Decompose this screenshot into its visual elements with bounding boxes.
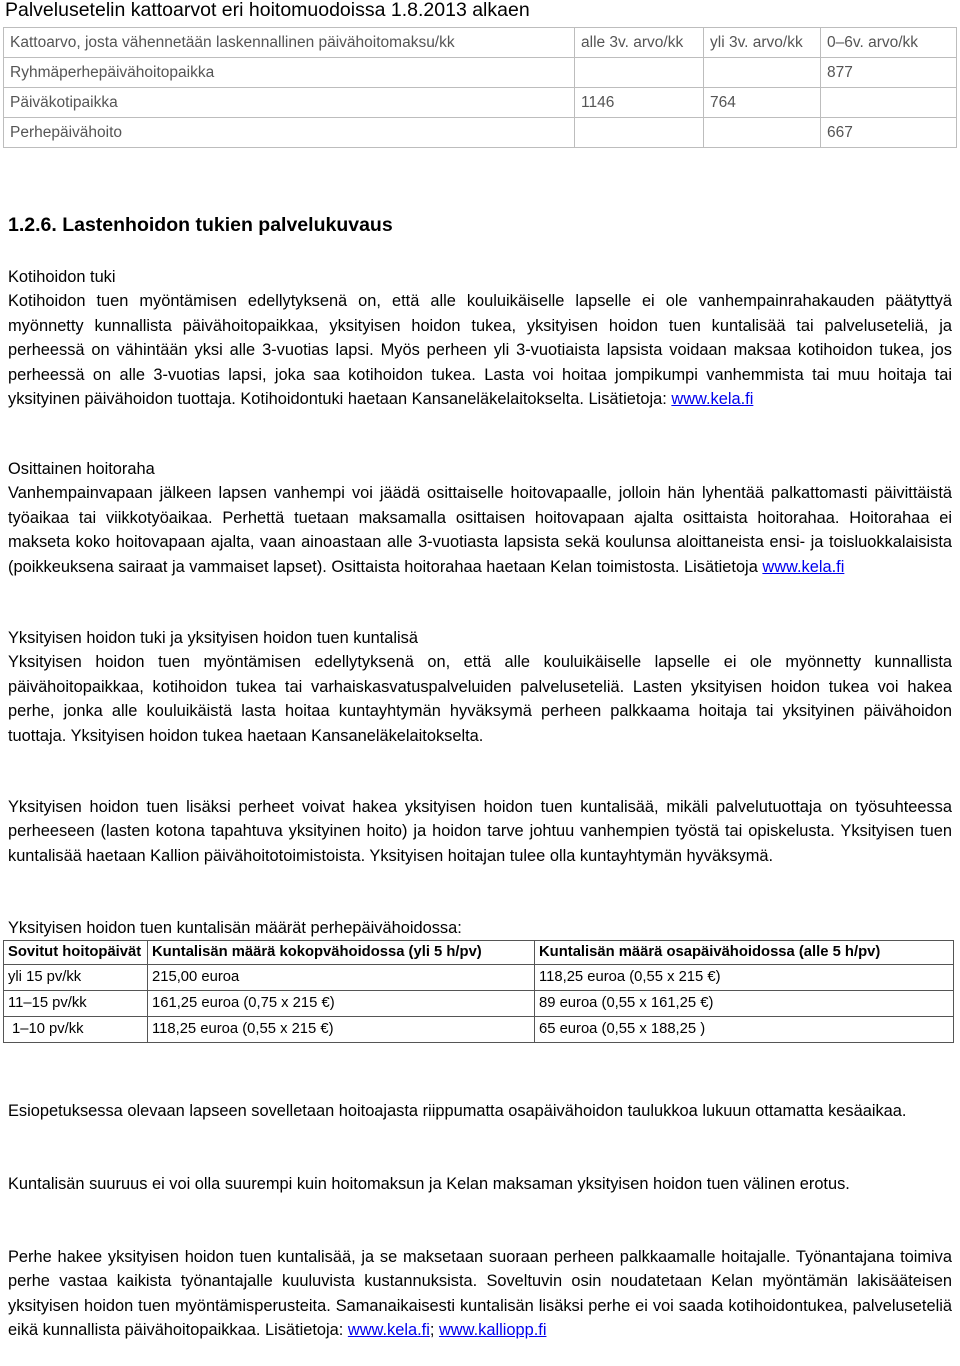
table-cell: Päiväkotipaikka bbox=[4, 88, 575, 118]
section-heading: Osittainen hoitoraha bbox=[8, 460, 155, 478]
osittainen-hoitoraha-section bbox=[8, 457, 952, 579]
table-cell bbox=[575, 118, 704, 148]
page-title: Palvelusetelin kattoarvot eri hoitomuodoissa 1.8.2013 alkaen bbox=[5, 0, 530, 21]
table-row bbox=[4, 88, 957, 118]
table-cell bbox=[575, 58, 704, 88]
table-cell bbox=[821, 88, 957, 118]
table-caption: Yksityisen hoidon tuen kuntalisän määrät perhepäivähoidossa: bbox=[8, 919, 462, 937]
table-row bbox=[4, 1017, 954, 1043]
table-row bbox=[4, 118, 957, 148]
kalliopp-link[interactable]: www.kalliopp.fi bbox=[438, 1321, 547, 1340]
paragraph bbox=[8, 289, 952, 411]
table-cell: 11–15 pv/kk bbox=[4, 991, 148, 1017]
table-header-cell: Kuntalisän määrä osapäivähoidossa (alle 5 h/pv) bbox=[535, 941, 954, 965]
table-cell bbox=[704, 58, 821, 88]
table-header-cell: Sovitut hoitopäivät bbox=[4, 941, 148, 965]
table-cell: 877 bbox=[821, 58, 957, 88]
paragraph bbox=[8, 1245, 952, 1343]
table-row bbox=[4, 58, 957, 88]
kotihoidon-tuki-section bbox=[8, 265, 952, 411]
section-title: 1.2.6. Lastenhoidon tukien palvelukuvaus bbox=[8, 214, 393, 236]
link-separator: ; bbox=[429, 1321, 439, 1340]
kela-link[interactable]: www.kela.fi bbox=[347, 1321, 430, 1340]
table-cell: yli 3v. arvo/kk bbox=[704, 28, 821, 58]
paragraph: Esiopetuksessa olevaan lapseen sovelletaan hoitoajasta riippumatta osapäivähoidon taulukkoa lukuun ottamatta kesäaikaa. bbox=[8, 1102, 907, 1120]
table-header-row bbox=[4, 941, 954, 965]
table-cell: 118,25 euroa (0,55 x 215 €) bbox=[535, 965, 954, 991]
table-cell: Kattoarvo, josta vähennetään laskennallinen päivähoitomaksu/kk bbox=[4, 28, 575, 58]
paragraph-text: Vanhempainvapaan jälkeen lapsen vanhempi voi jäädä osittaiselle hoitovapaalle, jolloin hän lyhentää palkattomasti päivittäistä työaikaa tai viikkotyöaikaa. Perhettä tuetaan maksamalla osittaisen hoitovapaan ajalta osittaista hoitorahaa. Hoitorahaa ei makseta koko hoitovapaan ajalta, vaan ainoastaan alle 3-vuotiasta lapsista sekä koulunsa aloittaneista ensi- ja toisluokkalaisista (poikkeuksena sairaat ja vammaiset lapset). Osittaista hoitorahaa haetaan Kelan toimistosta. Lisätietoja bbox=[8, 484, 952, 576]
table-cell: 89 euroa (0,55 x 161,25 €) bbox=[535, 991, 954, 1017]
paragraph: Yksityisen hoidon tuen myöntämisen edellytyksenä on, että alle kouluikäiselle lapselle ei ole myönnetty kunnallista päivähoitopaikkaa, kotihoidon tukea tai varhaiskasvatuspalveluiden palveluseteliä. Lasten yksityisen hoidon tukea voi hakea perhe, jonka alle kouluikäistä lasta hoitaa kuntayhtymän hyväksymä perheen palkkaama hoitaja tai yksityinen päivähoidon tuottaja. Yksityisen hoidon tukea haetaan Kansaneläkelaitokselta. bbox=[8, 653, 952, 745]
yksityisen-hoidon-tuki-section bbox=[8, 626, 952, 748]
table-cell: 118,25 euroa (0,55 x 215 €) bbox=[148, 1017, 535, 1043]
table-row bbox=[4, 965, 954, 991]
table-cell: alle 3v. arvo/kk bbox=[575, 28, 704, 58]
table-cell: 161,25 euroa (0,75 x 215 €) bbox=[148, 991, 535, 1017]
table-cell bbox=[704, 118, 821, 148]
paragraph-text: Kotihoidon tuen myöntämisen edellytyksenä on, että alle kouluikäiselle lapselle ei ole vanhempainrahakauden päätyttyä myönnetty kunnallista päivähoitopaikkaa, yksityisen hoidon tukea, yksityisen hoidon tuen kuntalisää tai palveluseteliä, ja perheessä on vähintään yksi alle 3-vuotias lapsi. Myös perheen yli 3-vuotiaista lapsista voidaan maksaa kotihoidon tukea, jos perheessä on alle 3-vuotias lapsi, joka saa kotihoidon tukea. Lasta voi hoitaa jompikumpi vanhemmista tai muu hoitaja tai yksityinen päivähoidon tuottaja. Kotihoidontuki haetaan Kansaneläkelaitokselta. Lisätietoja: bbox=[8, 292, 952, 409]
table-cell: 667 bbox=[821, 118, 957, 148]
voucher-limits-table bbox=[3, 27, 957, 148]
paragraph: Yksityisen hoidon tuen lisäksi perheet voivat hakea yksityisen hoidon tuen kuntalisää, mikäli palvelutuottaja on työsuhteessa perheeseen (lasten kotona tapahtuva yksityinen hoito) ja hoidon tarve johtuu vanhempien työstä tai opiskelusta. Yksityisen tuen kuntalisää haetaan Kallion päivähoitotoimistoista. Yksityisen hoitajan tulee olla kuntayhtymän hyväksymä. bbox=[8, 798, 952, 865]
table-cell: 65 euroa (0,55 x 188,25 ) bbox=[535, 1017, 954, 1043]
table-cell: 764 bbox=[704, 88, 821, 118]
table-header-cell: Kuntalisän määrä kokopvähoidossa (yli 5 h/pv) bbox=[148, 941, 535, 965]
kela-link[interactable]: www.kela.fi bbox=[762, 557, 845, 576]
section-heading: Kotihoidon tuki bbox=[8, 268, 116, 286]
table-cell: Ryhmäperhepäivähoitopaikka bbox=[4, 58, 575, 88]
table-cell: Perhepäivähoito bbox=[4, 118, 575, 148]
table-row bbox=[4, 991, 954, 1017]
kuntalisa-table bbox=[3, 940, 954, 1043]
section-heading: Yksityisen hoidon tuki ja yksityisen hoidon tuen kuntalisä bbox=[8, 629, 418, 647]
paragraph bbox=[8, 481, 952, 579]
table-header-row bbox=[4, 28, 957, 58]
table-cell: 1–10 pv/kk bbox=[4, 1017, 148, 1043]
paragraph-text: Perhe hakee yksityisen hoidon tuen kuntalisää, ja se maksetaan suoraan perheen palkkaamalle hoitajalle. Työnantajana toimiva perhe vastaa kaikista työnantajalle kuuluvista kustannuksista. Soveltuvin osin noudatetaan Kelan myöntämän lakisääteisen yksityisen hoidon tuen myöntämisperusteita. Samanaikaisesti kuntalisän lisäksi perhe ei voi saada kotihoidontukea, palveluseteliä eikä kunnallista päivähoitopaikkaa. Lisätietoja: bbox=[8, 1248, 952, 1340]
table-cell: 1146 bbox=[575, 88, 704, 118]
kela-link[interactable]: www.kela.fi bbox=[671, 390, 754, 409]
table-cell: yli 15 pv/kk bbox=[4, 965, 148, 991]
paragraph: Kuntalisän suuruus ei voi olla suurempi kuin hoitomaksun ja Kelan maksaman yksityisen hoidon tuen välinen erotus. bbox=[8, 1175, 850, 1193]
table-cell: 215,00 euroa bbox=[148, 965, 535, 991]
table-cell: 0–6v. arvo/kk bbox=[821, 28, 957, 58]
